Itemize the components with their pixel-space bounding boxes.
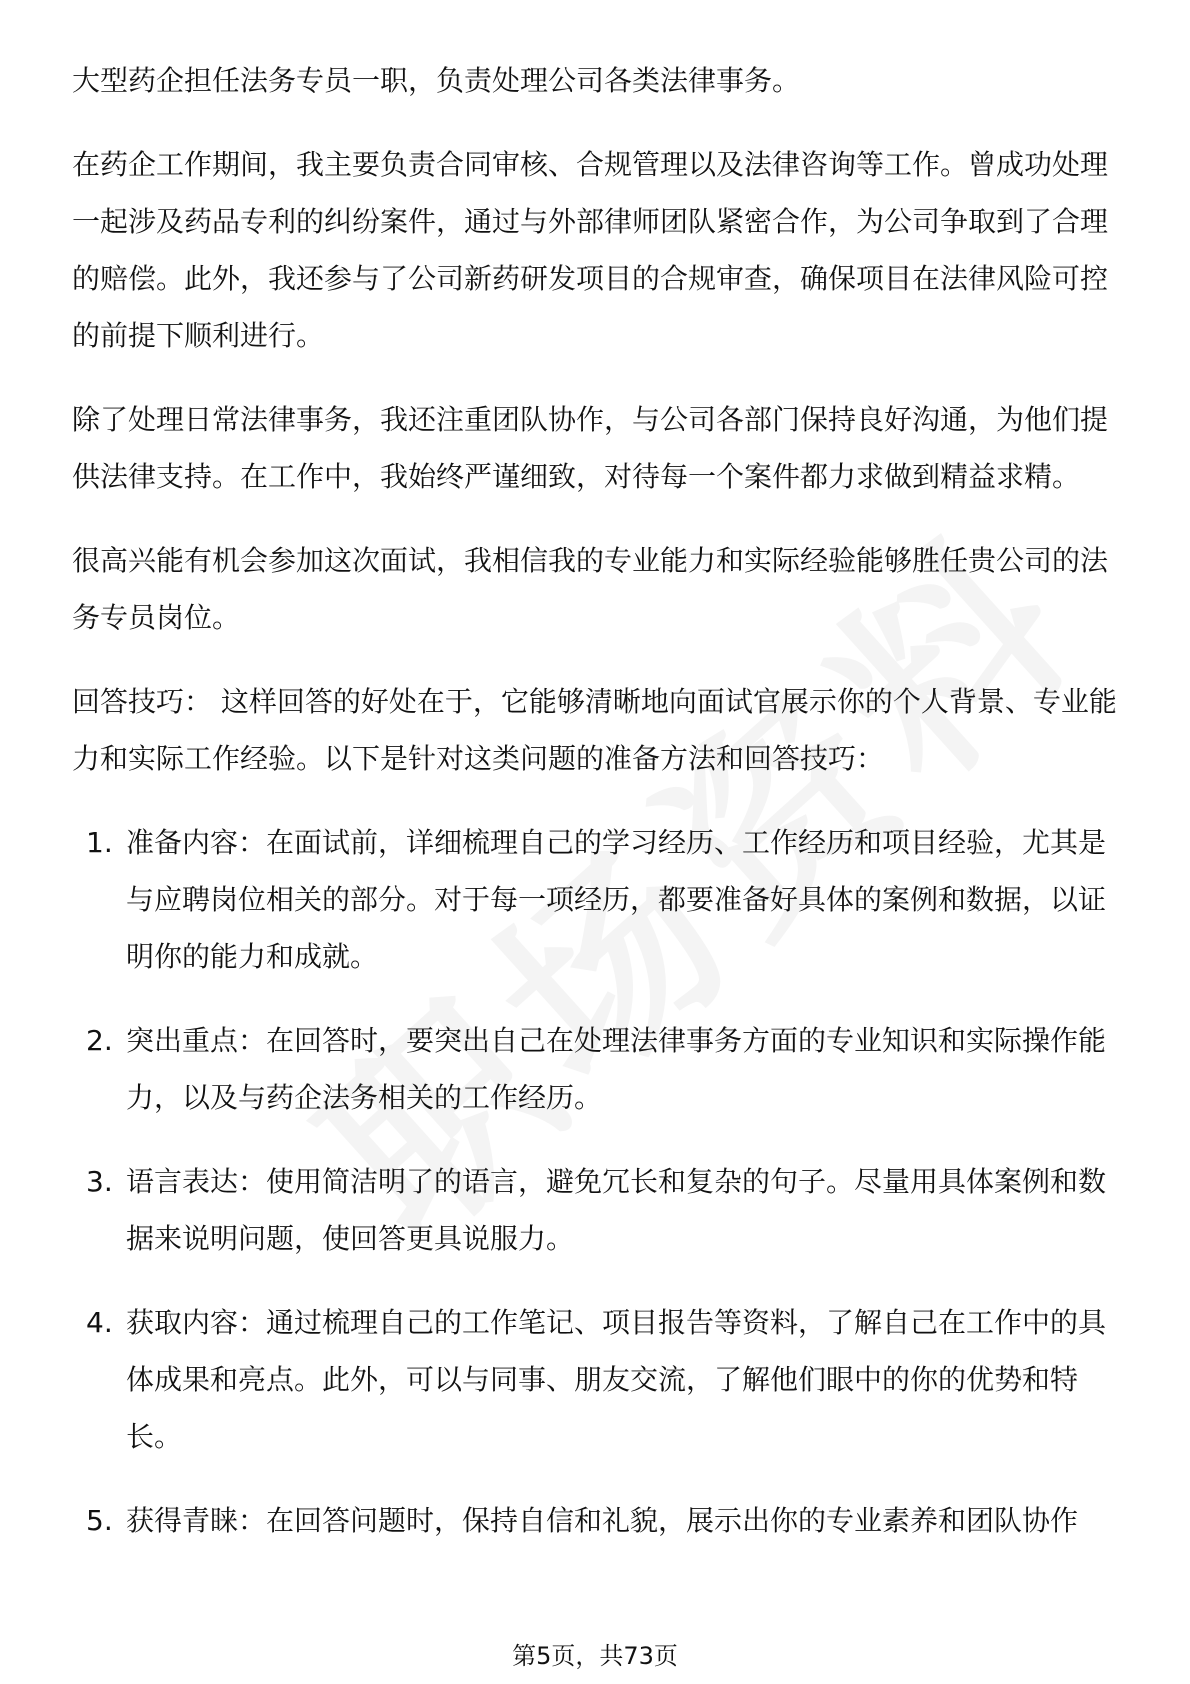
page-footer xyxy=(0,1640,1190,1672)
document-body xyxy=(72,52,1132,1576)
list-item xyxy=(72,814,1132,985)
list-item-text: 语言表达：使用简洁明了的语言，避免冗长和复杂的句子。尽量用具体案例和数据来说明问题，使回答更具说服力。 xyxy=(126,1165,1107,1255)
list-item-text: 准备内容：在面试前，详细梳理自己的学习经历、工作经历和项目经验，尤其是与应聘岗位相关的部分。对于每一项经历，都要准备好具体的案例和数据，以证明你的能力和成就。 xyxy=(126,826,1107,973)
paragraph-answer-tips: 回答技巧： 这样回答的好处在于，它能够清晰地向面试官展示你的个人背景、专业能力和实际工作经验。以下是针对这类问题的准备方法和回答技巧： xyxy=(72,685,1117,775)
tips-list xyxy=(72,814,1132,1549)
paragraph-closing: 很高兴能有机会参加这次面试，我相信我的专业能力和实际经验能够胜任贵公司的法务专员岗位。 xyxy=(72,544,1109,634)
list-item-text: 获取内容：通过梳理自己的工作笔记、项目报告等资料，了解自己在工作中的具体成果和亮点。此外，可以与同事、朋友交流，了解他们眼中的你的优势和特长。 xyxy=(126,1306,1107,1453)
list-item xyxy=(72,1294,1132,1465)
list-item-text: 获得青睐：在回答问题时，保持自信和礼貌，展示出你的专业素养和团队协作 xyxy=(126,1504,1079,1537)
paragraph-intro-end: 大型药企担任法务专员一职，负责处理公司各类法律事务。 xyxy=(72,64,801,97)
list-item-number: 2. xyxy=(86,1024,113,1057)
list-item-number: 1. xyxy=(86,826,113,859)
list-item xyxy=(72,1492,1132,1549)
paragraph-work-experience: 在药企工作期间，我主要负责合同审核、合规管理以及法律咨询等工作。曾成功处理一起涉及药品专利的纠纷案件，通过与外部律师团队紧密合作，为公司争取到了合理的赔偿。此外，我还参与了公司新药研发项目的合规审查，确保项目在法律风险可控的前提下顺利进行。 xyxy=(72,148,1109,352)
list-item-number: 5. xyxy=(86,1504,113,1537)
paragraph-teamwork: 除了处理日常法律事务，我还注重团队协作，与公司各部门保持良好沟通，为他们提供法律支持。在工作中，我始终严谨细致，对待每一个案件都力求做到精益求精。 xyxy=(72,403,1109,493)
page-number-label: 第5页，共73页 xyxy=(512,1642,678,1670)
list-item xyxy=(72,1012,1132,1126)
list-item-text: 突出重点：在回答时，要突出自己在处理法律事务方面的专业知识和实际操作能力，以及与药企法务相关的工作经历。 xyxy=(126,1024,1107,1114)
list-item xyxy=(72,1153,1132,1267)
list-item-number: 3. xyxy=(86,1165,113,1198)
list-item-number: 4. xyxy=(86,1306,113,1339)
